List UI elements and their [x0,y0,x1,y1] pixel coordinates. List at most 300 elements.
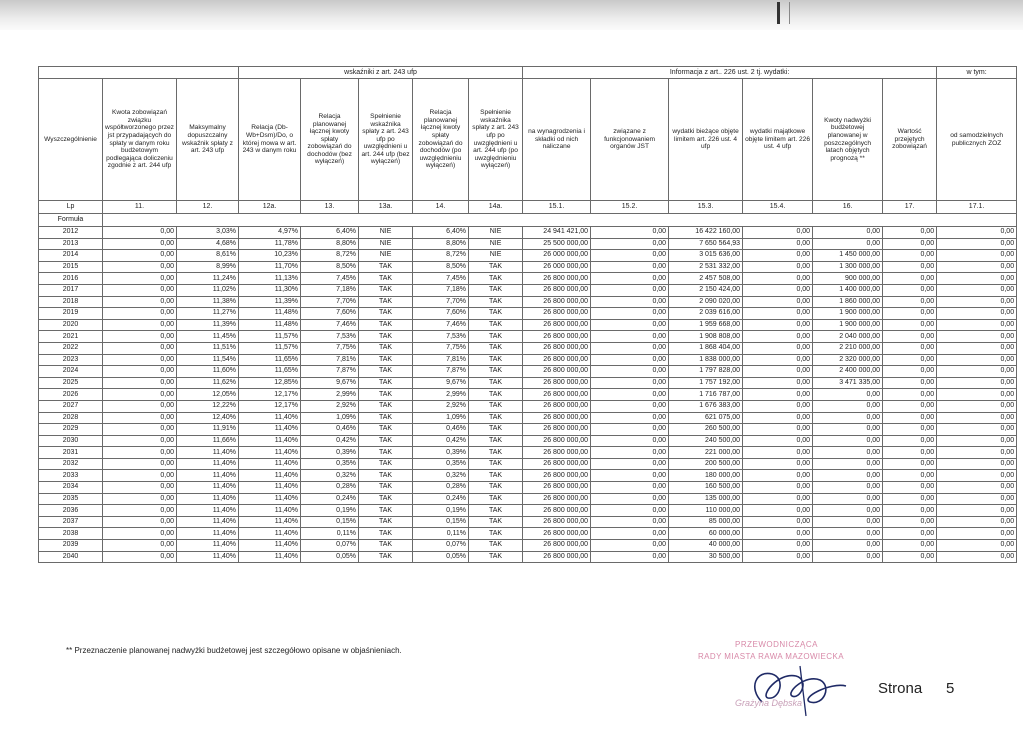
value-cell: 0,00 [883,227,937,239]
value-cell: 26 800 000,00 [523,505,591,517]
value-cell: 26 800 000,00 [523,482,591,494]
lp-cell: 15.4. [743,201,813,214]
value-cell: 11,65% [239,366,301,378]
value-cell: 26 800 000,00 [523,400,591,412]
value-cell: 0,00 [743,493,813,505]
value-cell: 0,00 [937,227,1017,239]
value-cell: 0,00 [103,540,177,552]
table-row [39,354,1017,366]
value-cell: 0,00 [883,551,937,563]
value-cell: 0,46% [301,424,359,436]
value-cell: 12,17% [239,400,301,412]
value-cell: 0,00 [937,284,1017,296]
lp-cell: 17.1. [937,201,1017,214]
value-cell: 0,39% [413,447,469,459]
table-row [39,238,1017,250]
value-cell: TAK [469,505,523,517]
year-cell: 2016 [39,273,103,285]
value-cell: 0,00 [813,505,883,517]
value-cell: 10,23% [239,250,301,262]
column-header: od samodzielnych publicznych ZOZ [937,79,1017,201]
value-cell: 0,19% [413,505,469,517]
value-cell: 11,54% [177,354,239,366]
value-cell: 0,35% [301,458,359,470]
value-cell: TAK [469,377,523,389]
value-cell: TAK [469,424,523,436]
value-cell: TAK [469,354,523,366]
table-row [39,227,1017,239]
value-cell: 0,00 [883,273,937,285]
value-cell: 0,24% [413,493,469,505]
scan-mark [777,2,780,24]
value-cell: 1 300 000,00 [813,261,883,273]
value-cell: 0,00 [591,238,669,250]
value-cell: 0,00 [883,435,937,447]
column-header: Relacja (Db-Wb+Dsm)/Do, o której mowa w art. 243 w danym roku [239,79,301,201]
value-cell: TAK [359,447,413,459]
table-row [39,412,1017,424]
value-cell: 0,00 [591,458,669,470]
value-cell: 0,00 [591,528,669,540]
value-cell: 26 800 000,00 [523,296,591,308]
value-cell: 0,00 [743,516,813,528]
value-cell: TAK [469,296,523,308]
value-cell: NIE [359,227,413,239]
value-cell: 0,00 [103,319,177,331]
value-cell: 2,99% [413,389,469,401]
value-cell: 0,00 [743,551,813,563]
lp-cell: Lp [39,201,103,214]
value-cell: TAK [359,540,413,552]
value-cell: 1 838 000,00 [669,354,743,366]
signature-scribble [660,636,890,736]
value-cell: 0,39% [301,447,359,459]
value-cell: TAK [469,435,523,447]
value-cell: 0,00 [103,412,177,424]
value-cell: 0,05% [301,551,359,563]
lp-cell: 13a. [359,201,413,214]
table-row [39,308,1017,320]
lp-cell: 13. [301,201,359,214]
value-cell: 11,40% [177,551,239,563]
column-header: Wartość przejętych zobowiązań [883,79,937,201]
value-cell: 621 075,00 [669,412,743,424]
value-cell: TAK [469,284,523,296]
value-cell: 0,00 [743,342,813,354]
value-cell: 7,70% [301,296,359,308]
value-cell: 0,00 [937,250,1017,262]
value-cell: TAK [469,493,523,505]
value-cell: 7,18% [413,284,469,296]
value-cell: 0,00 [743,412,813,424]
value-cell: 0,00 [591,505,669,517]
value-cell: 0,00 [937,400,1017,412]
value-cell: 0,00 [743,354,813,366]
value-cell: TAK [469,528,523,540]
value-cell: 0,00 [743,284,813,296]
table-row [39,447,1017,459]
value-cell: 0,00 [743,250,813,262]
value-cell: 0,00 [743,308,813,320]
value-cell: 1 959 668,00 [669,319,743,331]
value-cell: 6,40% [301,227,359,239]
value-cell: TAK [359,505,413,517]
value-cell: TAK [469,261,523,273]
value-cell: 0,00 [883,516,937,528]
value-cell: TAK [359,551,413,563]
value-cell: 11,40% [177,447,239,459]
value-cell: 26 000 000,00 [523,261,591,273]
value-cell: 11,57% [239,331,301,343]
table-row [39,284,1017,296]
table-row [39,319,1017,331]
value-cell: 0,00 [937,261,1017,273]
value-cell: 12,85% [239,377,301,389]
value-cell: 0,24% [301,493,359,505]
year-cell: 2028 [39,412,103,424]
value-cell: 0,00 [591,447,669,459]
value-cell: 8,50% [413,261,469,273]
value-cell: 11,40% [239,412,301,424]
value-cell: 9,67% [413,377,469,389]
value-cell: 0,00 [103,250,177,262]
value-cell: 11,40% [239,435,301,447]
value-cell: 0,00 [813,238,883,250]
value-cell: 11,57% [239,342,301,354]
value-cell: 11,02% [177,284,239,296]
value-cell: 0,32% [413,470,469,482]
value-cell: TAK [359,470,413,482]
value-cell: 30 500,00 [669,551,743,563]
value-cell: 24 941 421,00 [523,227,591,239]
value-cell: 7,81% [301,354,359,366]
value-cell: 26 800 000,00 [523,377,591,389]
scan-top-band [0,0,1023,30]
value-cell: 0,00 [937,354,1017,366]
value-cell: TAK [359,273,413,285]
value-cell: TAK [359,412,413,424]
value-cell: 7,45% [413,273,469,285]
value-cell: 11,51% [177,342,239,354]
value-cell: 0,07% [301,540,359,552]
value-cell: 0,00 [591,470,669,482]
value-cell: 26 800 000,00 [523,366,591,378]
value-cell: 0,00 [743,261,813,273]
value-cell: TAK [469,342,523,354]
value-cell: NIE [359,238,413,250]
column-header: Wyszczególnienie [39,79,103,201]
value-cell: 0,00 [743,366,813,378]
value-cell: 11,40% [177,493,239,505]
value-cell: 0,35% [413,458,469,470]
value-cell: 160 500,00 [669,482,743,494]
table-row [39,528,1017,540]
formula-label: Formuła [39,214,103,227]
value-cell: 0,00 [743,540,813,552]
value-cell: TAK [359,528,413,540]
lp-cell: 15.3. [669,201,743,214]
scan-mark [789,2,790,24]
value-cell: 0,00 [937,366,1017,378]
value-cell: TAK [359,400,413,412]
value-cell: 11,40% [239,551,301,563]
value-cell: 11,39% [239,296,301,308]
value-cell: TAK [469,319,523,331]
value-cell: 2 040 000,00 [813,331,883,343]
value-cell: TAK [359,319,413,331]
value-cell: 0,00 [937,528,1017,540]
column-header: Relacja planowanej łącznej kwoty spłaty zobowiązań do dochodów (bez wyłączeń) [301,79,359,201]
value-cell: 0,00 [743,482,813,494]
value-cell: 11,70% [239,261,301,273]
value-cell: 0,00 [591,389,669,401]
value-cell: 16 422 160,00 [669,227,743,239]
value-cell: 7 650 564,93 [669,238,743,250]
year-cell: 2020 [39,319,103,331]
table-row [39,273,1017,285]
value-cell: 1,09% [301,412,359,424]
value-cell: 0,00 [937,331,1017,343]
value-cell: 11,40% [239,505,301,517]
value-cell: 85 000,00 [669,516,743,528]
value-cell: 11,40% [177,470,239,482]
value-cell: 0,00 [591,250,669,262]
value-cell: 26 800 000,00 [523,389,591,401]
value-cell: 11,65% [239,354,301,366]
group-header-row [39,67,1017,79]
value-cell: 7,60% [301,308,359,320]
value-cell: 0,00 [937,308,1017,320]
value-cell: 26 800 000,00 [523,412,591,424]
value-cell: 0,00 [937,482,1017,494]
value-cell: TAK [359,435,413,447]
value-cell: 0,00 [103,400,177,412]
value-cell: TAK [359,482,413,494]
value-cell: 0,00 [591,366,669,378]
value-cell: 0,00 [591,354,669,366]
value-cell: 0,00 [103,296,177,308]
value-cell: TAK [359,284,413,296]
value-cell: 7,87% [413,366,469,378]
year-cell: 2026 [39,389,103,401]
column-header: Relacja planowanej łącznej kwoty spłaty zobowiązań do dochodów (po uwzględnieniu wyłączeń) [413,79,469,201]
value-cell: TAK [359,342,413,354]
value-cell: 0,00 [103,308,177,320]
value-cell: 0,00 [591,296,669,308]
value-cell: 26 800 000,00 [523,424,591,436]
value-cell: TAK [469,458,523,470]
value-cell: 26 800 000,00 [523,342,591,354]
year-cell: 2015 [39,261,103,273]
value-cell: 11,38% [177,296,239,308]
year-cell: 2033 [39,470,103,482]
column-header: wydatki majątkowe objęte limitem art. 226 ust. 4 ufp [743,79,813,201]
year-cell: 2019 [39,308,103,320]
table-row [39,296,1017,308]
value-cell: 0,00 [883,308,937,320]
value-cell: 0,00 [591,319,669,331]
value-cell: TAK [359,424,413,436]
value-cell: 1 797 828,00 [669,366,743,378]
value-cell: 0,00 [743,319,813,331]
official-stamp [660,636,890,736]
value-cell: 0,00 [883,540,937,552]
value-cell: 0,32% [301,470,359,482]
value-cell: TAK [469,412,523,424]
value-cell: 11,40% [177,482,239,494]
value-cell: 1,09% [413,412,469,424]
value-cell: 2,92% [413,400,469,412]
value-cell: 0,00 [883,366,937,378]
value-cell: 0,00 [937,540,1017,552]
lp-cell: 16. [813,201,883,214]
value-cell: 0,00 [103,447,177,459]
value-cell: 2 320 000,00 [813,354,883,366]
value-cell: 26 800 000,00 [523,308,591,320]
value-cell: TAK [469,551,523,563]
group-informacja: Informacja z art.. 226 ust. 2 tj. wydatki: [523,67,937,79]
year-cell: 2034 [39,482,103,494]
value-cell: 0,00 [743,377,813,389]
value-cell: 0,42% [413,435,469,447]
value-cell: 0,00 [937,458,1017,470]
table-row [39,400,1017,412]
year-cell: 2021 [39,331,103,343]
value-cell: 3 471 335,00 [813,377,883,389]
value-cell: 0,00 [103,331,177,343]
value-cell: 26 800 000,00 [523,458,591,470]
value-cell: 7,53% [413,331,469,343]
value-cell: 3 015 636,00 [669,250,743,262]
value-cell: 0,00 [883,377,937,389]
stamp-name: Grażyna Dębska [735,698,803,708]
value-cell: 1 908 808,00 [669,331,743,343]
value-cell: 11,27% [177,308,239,320]
formula-row [39,214,1017,227]
year-cell: 2022 [39,342,103,354]
value-cell: 26 800 000,00 [523,447,591,459]
value-cell: 26 800 000,00 [523,354,591,366]
value-cell: 0,00 [937,493,1017,505]
value-cell: 0,00 [743,424,813,436]
value-cell: TAK [359,308,413,320]
value-cell: 0,00 [743,447,813,459]
value-cell: 0,00 [103,366,177,378]
year-cell: 2024 [39,366,103,378]
value-cell: 11,40% [239,528,301,540]
value-cell: 0,00 [103,516,177,528]
value-cell: 26 800 000,00 [523,319,591,331]
value-cell: 11,24% [177,273,239,285]
value-cell: 2 039 616,00 [669,308,743,320]
value-cell: 0,00 [883,400,937,412]
value-cell: TAK [359,296,413,308]
value-cell: 11,62% [177,377,239,389]
value-cell: 0,00 [743,296,813,308]
value-cell: 0,00 [103,435,177,447]
column-header: Kwoty nadwyżki budżetowej planowanej w poszczególnych latach objętych prognozą ** [813,79,883,201]
value-cell: 0,00 [591,412,669,424]
value-cell: 7,53% [301,331,359,343]
value-cell: 0,05% [413,551,469,563]
value-cell: 2,92% [301,400,359,412]
value-cell: 7,46% [301,319,359,331]
table-row [39,551,1017,563]
table-row [39,261,1017,273]
value-cell: 240 500,00 [669,435,743,447]
value-cell: 0,00 [937,389,1017,401]
table-row [39,331,1017,343]
value-cell: 0,00 [883,261,937,273]
wpf-table [38,66,1017,563]
value-cell: 6,40% [413,227,469,239]
value-cell: 0,00 [743,227,813,239]
value-cell: 8,61% [177,250,239,262]
value-cell: TAK [359,493,413,505]
value-cell: 0,00 [103,261,177,273]
lp-cell: 11. [103,201,177,214]
value-cell: 0,00 [883,458,937,470]
value-cell: 0,00 [883,493,937,505]
value-cell: 4,68% [177,238,239,250]
value-cell: 0,00 [813,458,883,470]
value-cell: 0,00 [883,354,937,366]
value-cell: 7,70% [413,296,469,308]
value-cell: 11,91% [177,424,239,436]
table-row [39,424,1017,436]
value-cell: 1 676 383,00 [669,400,743,412]
value-cell: 0,00 [813,516,883,528]
value-cell: 26 000 000,00 [523,250,591,262]
value-cell: 0,00 [937,551,1017,563]
lp-cell: 14. [413,201,469,214]
table-row [39,250,1017,262]
value-cell: 0,00 [883,284,937,296]
value-cell: 0,11% [413,528,469,540]
value-cell: 0,15% [413,516,469,528]
column-header-row [39,79,1017,201]
value-cell: 0,00 [883,331,937,343]
value-cell: 0,00 [813,435,883,447]
value-cell: 0,00 [103,470,177,482]
value-cell: 0,00 [103,424,177,436]
page-number: 5 [946,680,955,697]
value-cell: 2 400 000,00 [813,366,883,378]
value-cell: TAK [469,482,523,494]
value-cell: 0,00 [883,447,937,459]
value-cell: 0,00 [937,412,1017,424]
column-header: na wynagrodzenia i składki od nich naliczane [523,79,591,201]
value-cell: 0,00 [937,296,1017,308]
value-cell: 0,00 [103,389,177,401]
value-cell: 8,80% [301,238,359,250]
stamp-title: PRZEWODNICZĄCA [735,640,818,649]
value-cell: 0,00 [743,435,813,447]
value-cell: 26 800 000,00 [523,540,591,552]
value-cell: 8,72% [413,250,469,262]
table-row [39,516,1017,528]
value-cell: 11,40% [177,505,239,517]
value-cell: 1 868 404,00 [669,342,743,354]
value-cell: 11,40% [239,458,301,470]
value-cell: 11,30% [239,284,301,296]
year-cell: 2012 [39,227,103,239]
column-header: wydatki bieżące objęte limitem art. 226 ust. 4 ufp [669,79,743,201]
value-cell: 0,00 [103,284,177,296]
value-cell: 0,00 [937,435,1017,447]
value-cell: 0,19% [301,505,359,517]
value-cell: 0,00 [813,551,883,563]
